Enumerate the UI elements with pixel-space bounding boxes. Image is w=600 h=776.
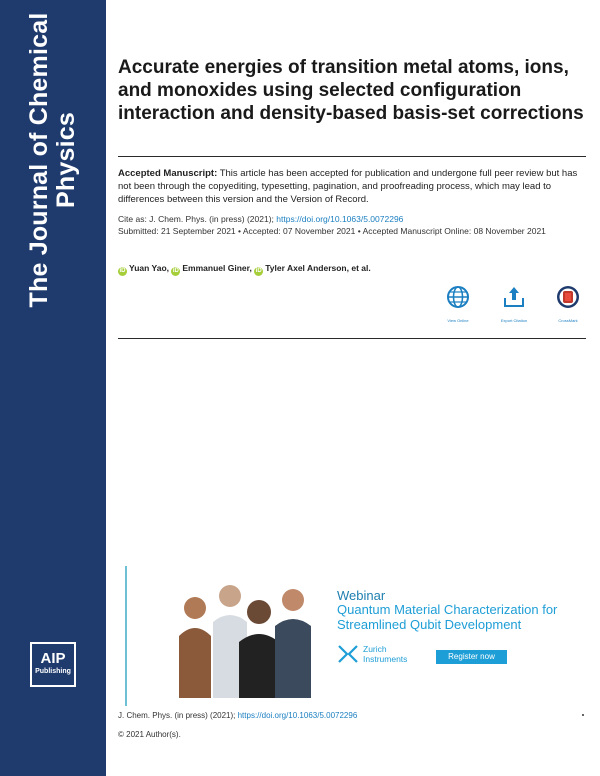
webinar-advertisement[interactable] <box>125 566 587 706</box>
divider <box>118 338 586 339</box>
webinar-kicker: Webinar <box>337 588 386 603</box>
author[interactable]: Tyler Axel Anderson, et al. <box>265 263 371 273</box>
globe-icon <box>446 285 470 309</box>
view-online-button[interactable] <box>436 285 480 323</box>
zurich-instruments-logo-icon <box>337 644 359 664</box>
copyright: © 2021 Author(s). <box>118 730 181 739</box>
accepted-text: This article has been accepted for publication and undergone full peer review but has not been through the copyediting, typesetting, pagination, and proofreading process, which may lead to differences between this version and the Version of Record. <box>118 168 578 205</box>
orcid-icon[interactable]: iD <box>255 268 262 274</box>
cite-prefix: Cite as: J. Chem. Phys. (in press) (2021); <box>118 214 274 224</box>
author-list <box>118 263 371 276</box>
logo-publishing-text: Publishing <box>35 668 71 675</box>
journal-title: The Journal of Chemical Physics <box>25 12 80 308</box>
author[interactable]: Emmanuel Giner, <box>182 263 252 273</box>
crossmark-label: CrossMark <box>558 318 578 323</box>
separator-dot <box>582 714 584 716</box>
export-citation-label: Export Citation <box>500 318 528 323</box>
export-citation-button[interactable] <box>492 285 536 323</box>
footer-doi-link[interactable]: https://doi.org/10.1063/5.0072296 <box>237 711 358 720</box>
article-actions <box>430 285 590 325</box>
view-online-label: View Online <box>447 318 469 323</box>
webinar-title: Quantum Material Characterization for Streamlined Qubit Development <box>337 602 558 632</box>
logo-aip-text: AIP <box>40 650 66 667</box>
accepted-manuscript-notice <box>118 167 588 206</box>
aip-publishing-logo[interactable] <box>30 642 76 687</box>
citation <box>118 214 588 225</box>
footer-cite-prefix: J. Chem. Phys. (in press) (2021); <box>118 711 236 720</box>
dates: Submitted: 21 September 2021 • Accepted: 07 November 2021 • Accepted Manuscript Online: 08 November 2021 <box>118 226 546 236</box>
export-icon <box>502 285 526 309</box>
article-title: Accurate energies of transition metal atoms, ions, and monoxides using selected configuration interaction and density-based basis-set corrections <box>118 57 584 124</box>
crossmark-button[interactable] <box>546 285 590 323</box>
register-now-button[interactable]: Register now <box>436 650 507 664</box>
ad-accent-line <box>125 566 127 706</box>
author[interactable]: Yuan Yao, <box>129 263 170 273</box>
doi-link[interactable]: https://doi.org/10.1063/5.0072296 <box>276 214 404 224</box>
orcid-icon[interactable]: iD <box>119 268 126 274</box>
divider <box>118 156 586 157</box>
sidebar <box>0 0 106 776</box>
orcid-icon[interactable]: iD <box>172 268 179 274</box>
accepted-label: Accepted Manuscript: <box>118 168 218 179</box>
brand-line-1: Zurich <box>363 644 387 654</box>
presenters-photo <box>175 574 325 698</box>
footer-citation <box>118 711 357 721</box>
crossmark-icon <box>556 285 580 309</box>
zurich-instruments-brand <box>363 644 407 664</box>
brand-line-2: Instruments <box>363 654 408 664</box>
